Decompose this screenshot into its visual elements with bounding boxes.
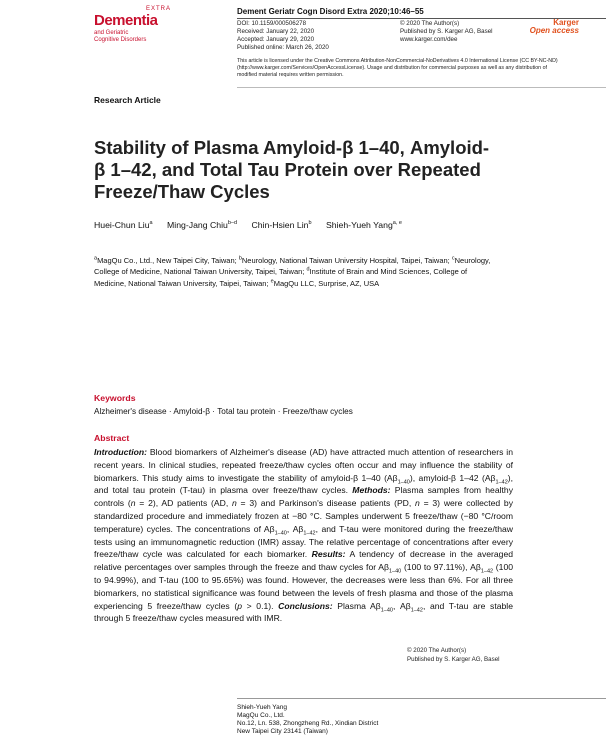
- article-meta: [237, 20, 329, 52]
- affiliation-b: Neurology, National Taiwan University Hospital, Taipei, Taiwan;: [241, 256, 450, 265]
- abstract-label-results: Results:: [311, 549, 346, 560]
- license-divider: [237, 87, 606, 88]
- article-title: Stability of Plasma Amyloid-β 1–40, Amyloid-β 1–42, and Total Tau Protein over Repeated Freeze/Thaw Cycles: [94, 137, 490, 202]
- publisher-line: Published by S. Karger AG, Basel: [400, 28, 493, 35]
- copyright-notice: [407, 647, 500, 664]
- affiliation-a: MagQu Co., Ltd., New Taipei City, Taiwan;: [97, 256, 237, 265]
- article-type: Research Article: [94, 95, 161, 105]
- logo-subtitle-2: Cognitive Disorders: [94, 37, 147, 43]
- received-date: Received: January 22, 2020: [237, 28, 315, 35]
- karger-wordmark: Karger: [553, 18, 579, 27]
- open-access-wordmark: Open access: [529, 26, 579, 35]
- correspondence: [237, 704, 378, 736]
- license-notice: This article is licensed under the Creative Commons Attribution-NonCommercial-NoDerivatives 4.0 International License (CC BY-NC-ND) (http://www.karger.com/Services/OpenAccessLicense). Usage and distribution for commercial purposes as well as any distribution of modified material requires written permission.: [237, 58, 558, 78]
- affiliation-d: Institute of Brain and Mind Sciences, College of Medicine, National Taiwan University, Taipei, Taiwan;: [94, 267, 468, 288]
- affiliations: $^a$MagQu Co., Ltd., New Taipei City, Taiwan; $^b$Neurology, National Taiwan University Hospital, Taipei, Taiwan; $^c$Neurology, College of Medicine, National Taiwan University, Taipei, Taiwan; $^d$Institute of Brain and Mind Sciences, College of Medicine, National Taiwan University, Taipei, Taiwan; $^e$MagQu LLC, Surprise, AZ, USA: [94, 255, 491, 288]
- doi[interactable]: DOI: 10.1159/000506278: [237, 20, 307, 27]
- abstract-label-introduction: Introduction:: [94, 447, 147, 457]
- copyright-line: © 2020 The Author(s): [400, 20, 460, 27]
- publisher-meta: [400, 20, 493, 44]
- accepted-date: Accepted: January 29, 2020: [237, 36, 315, 43]
- author-name: Chin-Hsien Lin$^b$: [251, 220, 312, 230]
- copyright-line-2: Published by S. Karger AG, Basel: [407, 655, 500, 663]
- logo-name: Dementia: [94, 12, 158, 29]
- journal-url[interactable]: www.karger.com/dee: [400, 36, 458, 43]
- copyright-line-1: © 2020 The Author(s): [407, 647, 467, 654]
- correspondence-line-1: MagQu Co., Ltd.: [237, 712, 285, 719]
- logo-subtitle-1: and Geriatric: [94, 30, 129, 36]
- abstract-label-conclusions: Conclusions:: [278, 600, 333, 611]
- corresponding-author: Shieh-Yueh Yang: [237, 704, 287, 711]
- abstract-body: Introduction: Blood biomarkers of Alzheimer's disease (AD) have attracted much attention of researchers in recent years. In clinical studies, repeated freeze/thaw cycles often occur and may influence the stability of biomarkers. This study aims to investigate the stability of amyloid-β 1–40 $(A\beta_{1-40})$, amyloid-β 1–42 $(A\beta_{1-42})$, and total tau protein (T-tau) in plasma over freeze/thaw cycles. Methods: Plasma samples from healthy controls (n = 2), AD patients (AD, n = 3) and Parkinson's disease patients (PD, n = 3) were collected by standardized procedure and immediately frozen at −80 °C. Samples underwent 5 freeze/thaw (−80 °C/room temperature) cycles. The concentrations of $A\beta_{1-40}$, $A\beta_{1-42}$, and T-tau were monitored during the freeze/thaw tests using an immunomagnetic reduction (IMR) assay. The relative percentage of concentrations after every freeze/thaw cycle was calculated for each biomarker. Results: A tendency of decrease in the averaged relative percentages over samples through the freeze and thaw cycles for $A\beta_{1-40}$ (100 to 97.11%), $A\beta_{1-42}$ (100 to 94.99%), and T-tau (100 to 95.65%) was found. However, the decreases were less than 6%. For all three biomarkers, no statistical significance was found between the levels of fresh plasma and those of the plasma experiencing 5 freeze/thaw cycles (p > 0.1). Conclusions: Plasma $A\beta_{1-40}$, $A\beta_{1-42}$, and T-tau are stable through 5 freeze/thaw cycles measured with IMR.: [94, 447, 514, 624]
- correspondence-line-2: No.12, Ln. 538, Zhongzheng Rd., Xindian District: [237, 720, 379, 727]
- author-list: [94, 218, 424, 233]
- abstract-heading: Abstract: [94, 433, 130, 443]
- journal-reference: Dement Geriatr Cogn Disord Extra 2020;10:46–55: [237, 7, 424, 16]
- affiliation-e: MagQu LLC, Surprise, AZ, USA: [273, 278, 380, 288]
- karger-open-access-logo: [519, 19, 579, 35]
- correspondence-line-3: New Taipei City 23141 (Taiwan): [237, 728, 328, 735]
- keywords-list: Alzheimer's disease · Amyloid-β · Total tau protein · Freeze/thaw cycles: [94, 407, 353, 416]
- abstract-label-methods: Methods:: [352, 485, 391, 496]
- footer-divider: [237, 698, 606, 699]
- author-name: Shieh-Yueh Yang$^{a, e}$: [325, 220, 402, 230]
- logo-extra: EXTRA: [146, 6, 172, 12]
- keywords-heading: Keywords: [94, 393, 136, 403]
- author-name: Huei-Chun Liu$^a$: [94, 220, 153, 230]
- author-name: Ming-Jang Chiu$^{b-d}$: [167, 220, 238, 230]
- affiliation-c: Neurology, College of Medicine, National Taiwan University, Taipei, Taiwan;: [94, 256, 491, 277]
- published-date: Published online: March 26, 2020: [237, 44, 329, 51]
